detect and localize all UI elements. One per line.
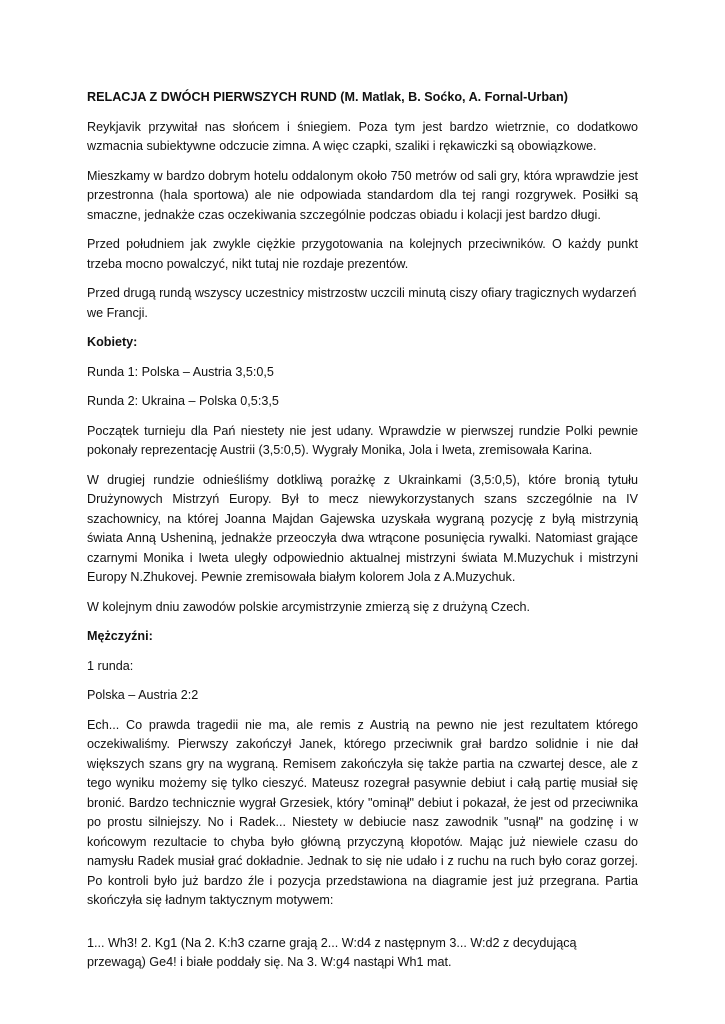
intro-paragraph-hotel: Mieszkamy w bardzo dobrym hotelu oddalonym około 750 metrów od sali gry, która wprawdzie jest przestronna (hala sportowa) ale nie odpowiada standardom dla tej rangi rozgrywek. Posiłki są smaczne, jednakże czas oczekiwania szczególnie podczas obiadu i kolacji jest bardzo długi. xyxy=(87,168,638,222)
chess-moves-paragraph: 1... Wh3! 2. Kg1 (Na 2. K:h3 czarne grają 2... W:d4 z następnym 3... W:d2 z decydującą przewagą) Ge4! i białe poddały się. Na 3. W:g4 nastąpi Wh1 mat. xyxy=(87,935,577,969)
men-round-label: 1 runda: xyxy=(87,658,134,673)
women-paragraph-start: Początek turnieju dla Pań niestety nie jest udany. Wprawdzie w pierwszej rundzie Polki pewnie pokonały reprezentację Austrii (3,5:0,5). Wygrały Monika, Jola i Iweta, zremisowała Karina. xyxy=(87,423,638,457)
women-round2-result: Runda 2: Ukraina – Polska 0,5:3,5 xyxy=(87,394,279,408)
men-round1-result: Polska – Austria 2:2 xyxy=(87,688,199,702)
women-paragraph-round2: W drugiej rundzie odnieśliśmy dotkliwą porażkę z Ukrainkami (3,5:0,5), które bronią tytułu Drużynowych Mistrzyń Europy. Był to mecz niewykorzystanych szans szczególnie na IV szachownicy, na której Joanna Majdan Gajewska uzyskała wygraną pozycję z byłą mistrzynią świata Anną Usheniną, jednakże przeoczyła dwa wtrącone posunięcia rywalki. Natomiast grające czarnymi Monika i Iweta uległy odpowiednio aktualnej mistrzyni świata M.Muzychuk i mistrzyni Europy N.Zhukovej. Pewnie zremisowała białym kolorem Jola z A.Muzychuk. xyxy=(87,472,638,584)
intro-paragraph-preparation: Przed południem jak zwykle ciężkie przygotowania na kolejnych przeciwników. O każdy punkt trzeba mocno powalczyć, nikt tutaj nie rozdaje prezentów. xyxy=(87,237,638,271)
men-heading: Mężczyźni: xyxy=(87,629,153,643)
women-heading: Kobiety: xyxy=(87,335,138,349)
women-round1-result: Runda 1: Polska – Austria 3,5:0,5 xyxy=(87,364,274,379)
intro-paragraph-minute-of-silence: Przed drugą rundą wszyscy uczestnicy mistrzostw uczcili minutą ciszy ofiary tragicznych wydarzeń we Francji. xyxy=(87,286,637,320)
document-page xyxy=(87,88,638,983)
intro-paragraph-weather: Reykjavik przywitał nas słońcem i śniegiem. Poza tym jest bardzo wietrznie, co dodatkowo wzmacnia subiektywne odczucie zimna. A więc czapki, szaliki i rękawiczki są obowiązkowe. xyxy=(87,119,638,153)
men-paragraph-report: Ech... Co prawda tragedii nie ma, ale remis z Austrią na pewno nie jest rezultatem którego oczekiwaliśmy. Pierwszy zakończył Janek, którego przeciwnik grał bardzo solidnie i nie dał większych szans gry na wygraną. Remisem zakończyła się także partia na czwartej desce, ale z tego wyniku możemy się tylko cieszyć. Mateusz rozegrał pasywnie debiut i całą partię musiał się bronić. Bardzo technicznie wygrał Grzesiek, który "ominął" debiut i pokazał, że jest od przeciwnika po prostu silniejszy. No i Radek... Niestety w debiucie nasz zawodnik "usnął" na godzinę i w końcowym rezultacie to chyba było główną przyczyną kłopotów. Mając już niewiele czasu do namysłu Radek musiał grać dokładnie. Jednak to się nie udało i z ruchu na ruch było coraz gorzej. Po kontroli było już bardzo źle i pozycja przedstawiona na diagramie jest już przegrana. Partia skończyła się ładnym taktycznym motywem: xyxy=(87,717,638,907)
women-paragraph-next: W kolejnym dniu zawodów polskie arcymistrzynie zmierzą się z drużyną Czech. xyxy=(87,599,531,614)
report-title: RELACJA Z DWÓCH PIERWSZYCH RUND (M. Matlak, B. Soćko, A. Fornal-Urban) xyxy=(87,90,568,104)
